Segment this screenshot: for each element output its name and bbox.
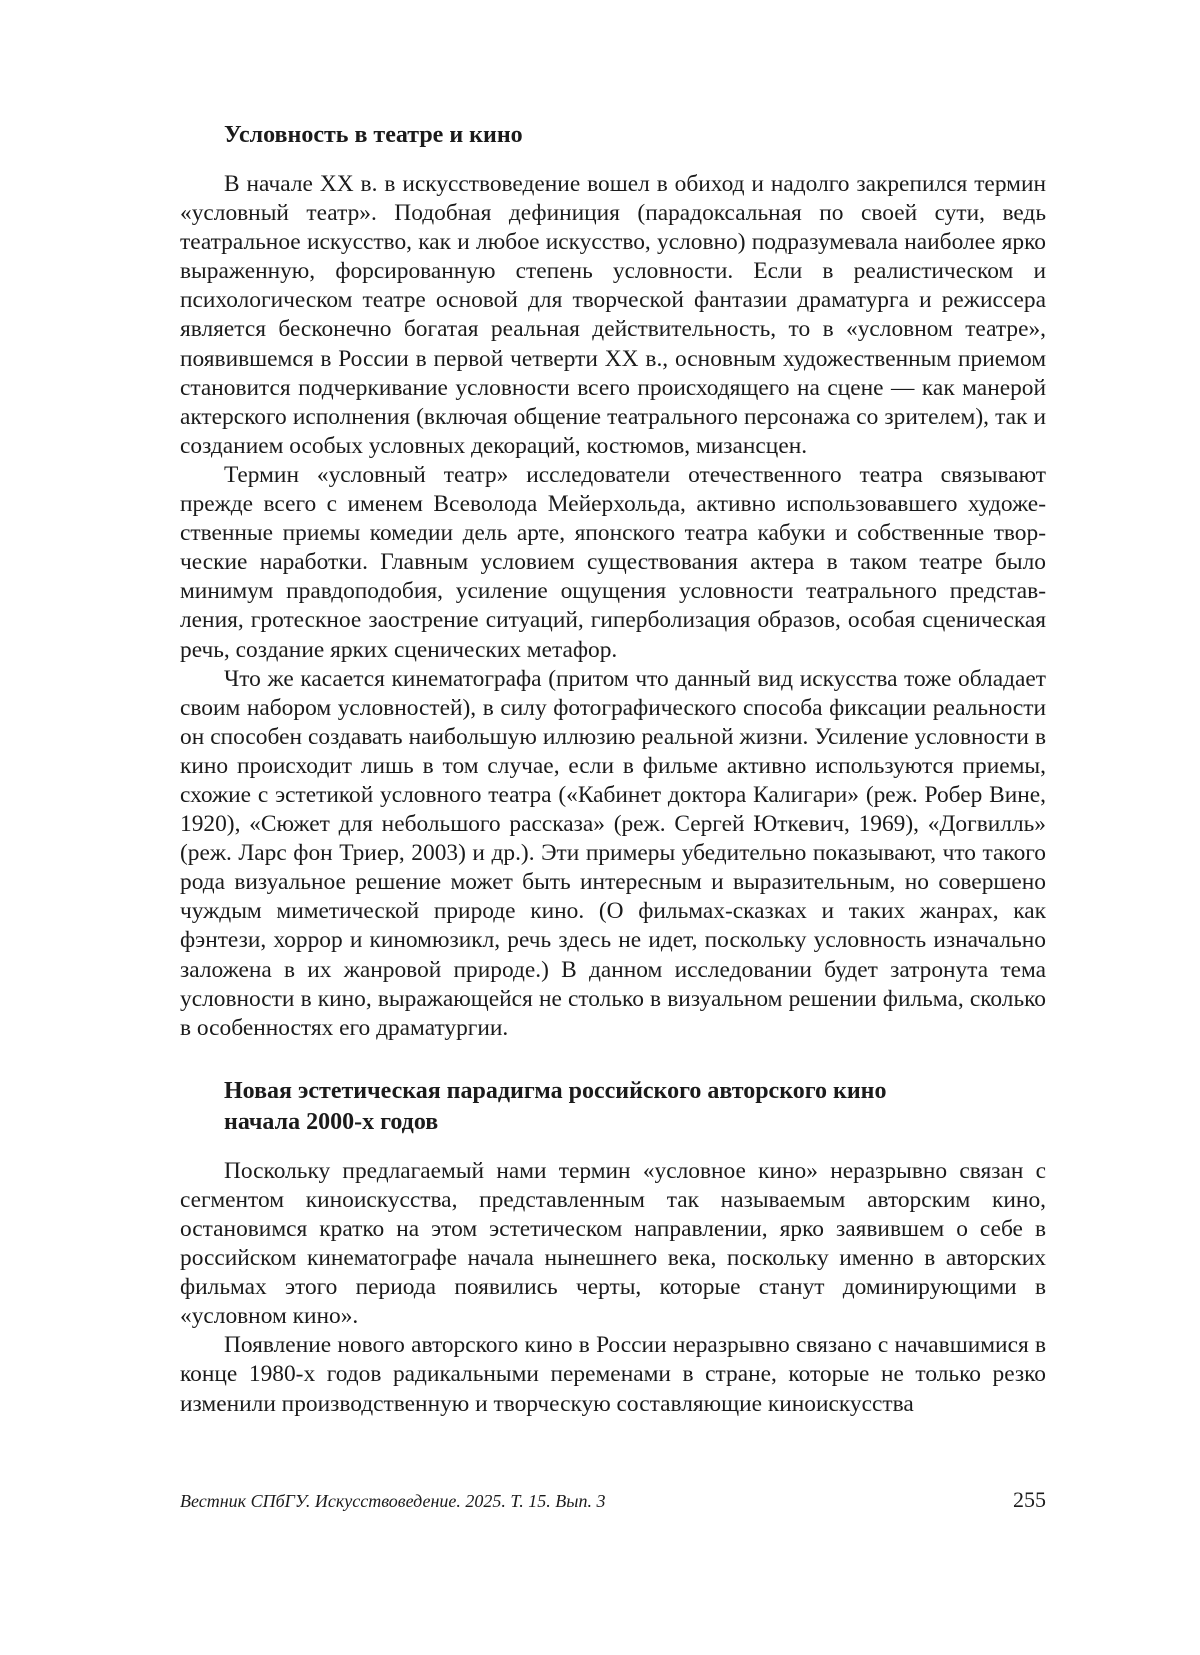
page-number: 255 (1013, 1487, 1046, 1512)
page-body (180, 120, 1046, 1419)
paragraph-1: В начале XX в. в искусствоведение вошел в обиход и надолго закрепился термин «условный театр». Подобная дефиниция (парадоксальная по своей сути, ведь театральное искусство, как и любое искусство, условно) подразумевала наиболее ярко выраженную, форсированную степень условности. Если в реалистическом и психологическом театре основой для творческой фантазии драматурга и режиссера является бесконечно богатая реальная действительность, то в «условном театре», появившемся в России в первой четверти XX в., основным художественным приемом становится подчеркивание условности всего происходящего на сцене — как манерой актерского исполнения (включая общение театрального персонажа со зрителем), так и созданием особых условных декораций, костюмов, мизансцен. (180, 171, 1046, 459)
journal-citation: Вестник СПбГУ. Искусствоведение. 2025. Т. 15. Вып. 3 (180, 1491, 606, 1511)
paragraph-4: Поскольку предлагаемый нами термин «условное кино» неразрывно связан с сегментом киноискусства, представленным так называемым авторским кино, остановимся кратко на этом эстетическом направлении, ярко заявившем о себе в российском кинематографе начала нынешнего века, поскольку именно в авторских фильмах этого периода появились черты, которые станут доминирующими в «условном кино». (180, 1157, 1046, 1330)
page-footer (180, 1487, 1046, 1517)
section-heading-2 (224, 1076, 1046, 1138)
section-heading-1: Условность в театре и кино (224, 122, 523, 148)
paragraph-2: Термин «условный театр» исследователи отечественного театра связывают прежде всего с именем Всеволода Мейерхольда, активно использовавшего художественные приемы комедии дель арте, японского театра кабуки и собственные творческие наработки. Главным условием существования актера в таком театре было минимум правдоподобия, усиление ощущения условности театрального представления, гротескное заострение ситуаций, гиперболизация образов, особая сценическая речь, создание ярких сценических метафор. (180, 461, 1046, 663)
section-heading-2-line2: начала 2000-х годов (224, 1108, 439, 1135)
paragraph-3: Что же касается кинематографа (притом что данный вид искусства тоже обладает своим набором условностей), в силу фотографического способа фиксации реальности он способен создавать наибольшую иллюзию реальной жизни. Усиление условности в кино происходит лишь в том случае, если в фильме активно используются приемы, схожие с эстетикой условного театра («Кабинет доктора Калигари» (реж. Робер Вине, 1920), «Сюжет для небольшого рассказа» (реж. Сергей Юткевич, 1969), «Догвилль» (реж. Ларс фон Триер, 2003) и др.). Эти примеры убедительно показывают, что такого рода визуальное решение может быть интересным и выразительным, но совершено чуждым миметической природе кино. (О фильмах-сказках и таких жанрах, как фэнтези, хоррор и киномюзикл, речь здесь не идет, поскольку условность изначально заложена в их жанровой природе.) В данном исследовании будет затронута тема условности в кино, выражающейся не столько в визуальном решении фильма, сколько в особенностях его драматургии. (180, 665, 1046, 1041)
section-heading-2-line1: Новая эстетическая парадигма российского авторского кино (224, 1077, 887, 1104)
paragraph-5: Появление нового авторского кино в России неразрывно связано с начавшимися в конце 1980-х годов радикальными переменами в стране, которые не только резко изменили производственную и творческую составляющие киноискусства (180, 1332, 1046, 1417)
